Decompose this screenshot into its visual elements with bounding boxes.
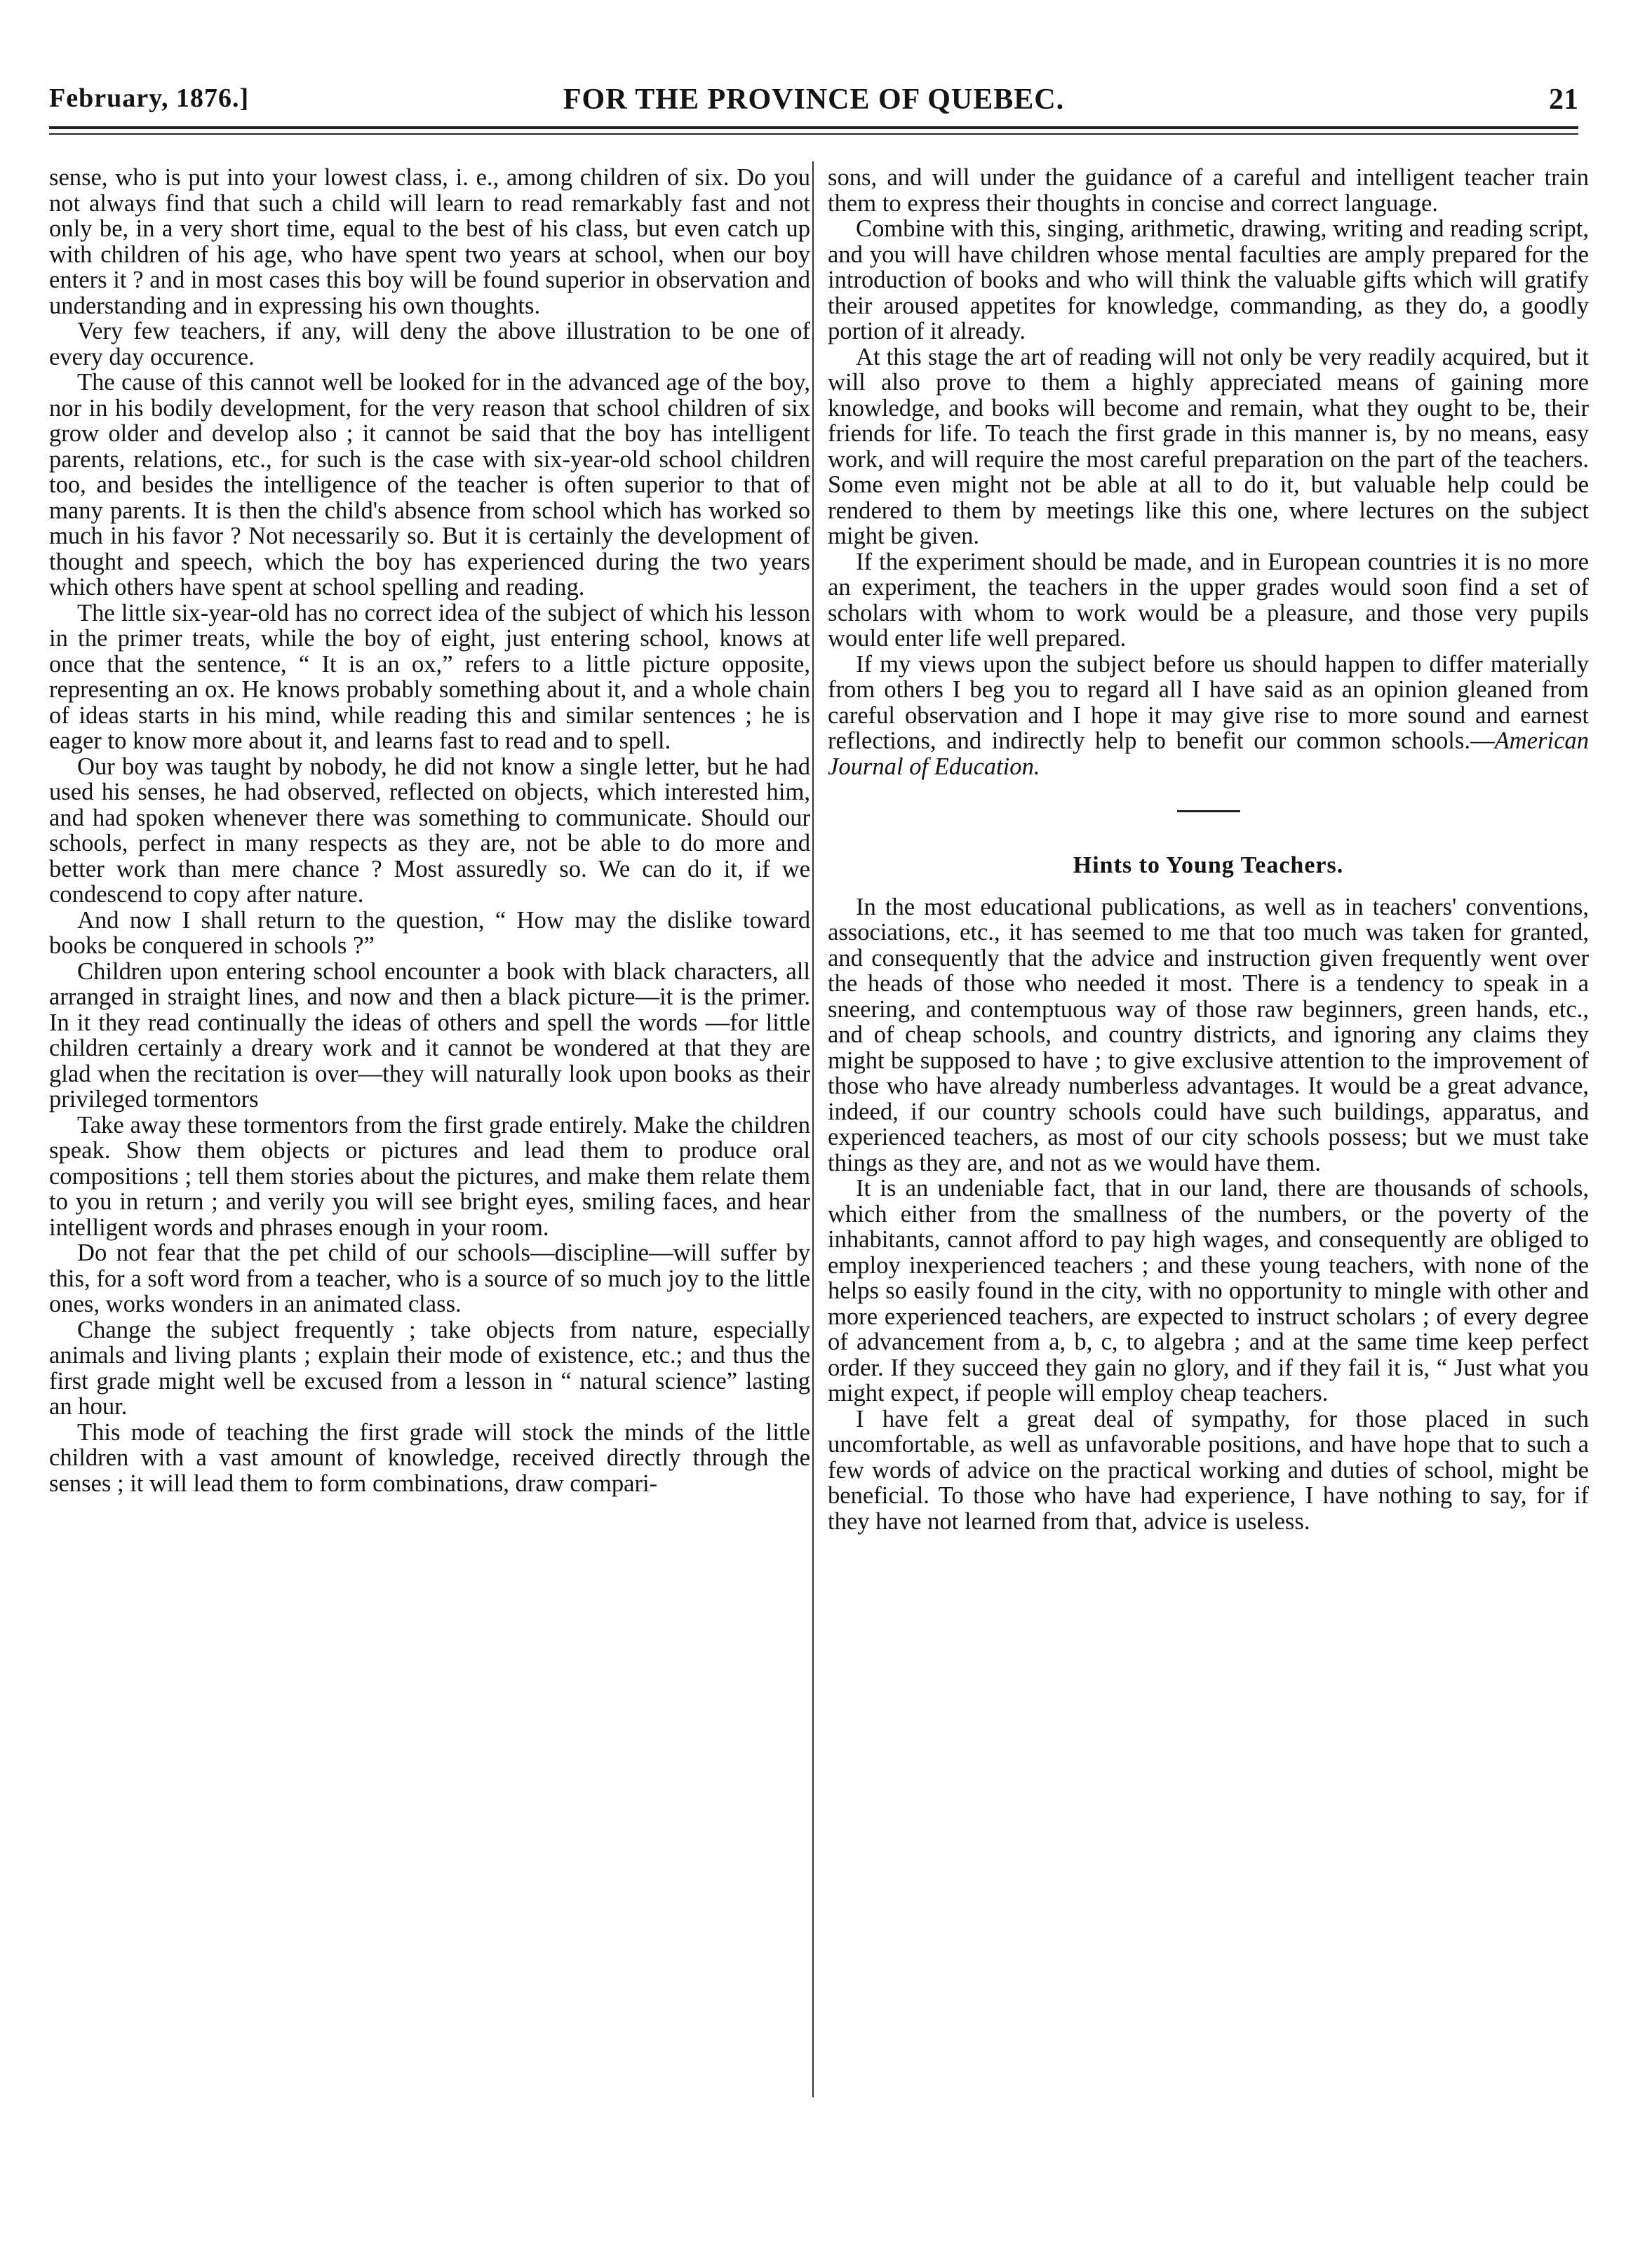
paragraph: At this stage the art of reading will not only be very readily acquired, but it will also prove to them a highly appreciated means of gaining more knowledge, and books will become and remain, what they ought to be, their friends for life. To teach the first grade in this manner is, by no means, easy work, and will require the most careful preparation on the part of the teachers. Some even might not be able at all to do it, but valuable help could be rendered to them by meetings like this one, where lectures on the subject might be given. [828,343,1589,549]
paragraph: The cause of this cannot well be looked for in the advanced age of the boy, nor in his bodily development, for the very reason that school children of six grow older and develop also ; it cannot be said that the boy has intelligent parents, relations, etc., for such is the case with six-year-old school children too, and besides the intelligence of the teacher is often superior to that of many parents. It is then the child's absence from school which has worked so much in his favor ? Not necessarily so. But it is certainly the development of thought and speech, which the boy has experienced during the two years which others have spent at school spelling and reading. [49,369,810,600]
paragraph: The little six-year-old has no correct idea of the subject of which his lesson in the primer treats, while the boy of eight, just entering school, knows at once that the sentence, “ It is an ox,” refers to a little picture opposite, representing an ox. He knows probably something about it, and a whole chain of ideas starts in his mind, while reading this and similar sentences ; he is eager to know more about it, and learns fast to read and to spell. [49,599,810,754]
paragraph: I have felt a great deal of sympathy, for those placed in such uncomfortable, as well as unfavorable positions, and have hope that to such a few words of advice on the practical working and duties of school, might be beneficial. To those who have had experience, I have nothing to say, for if they have not learned from that, advice is useless. [828,1405,1589,1535]
right-column [828,165,1589,1534]
paragraph: If the experiment should be made, and in European countries it is no more an experiment, the teachers in the upper grades would soon find a set of scholars with whom to work would be a pleasure, and those very pupils would enter life well prepared. [828,548,1589,652]
running-title: FOR THE PROVINCE OF QUEBEC. [563,83,1065,116]
paragraph: In the most educational publications, as well as in teachers' conventions, associations, etc., it has seemed to me that too much was taken for granted, and consequently that the advice and instruction given frequently went over the heads of those who needed it most. There is a tendency to speak in a sneering, and contemptuous way of those raw beginners, green hands, etc., and of cheap schools, and country districts, and ignoring any claims they might be supposed to have ; to give exclusive attention to the improvement of those who have already numberless advantages. It would be a great advance, indeed, if our country schools could have such buildings, apparatus, and experienced teachers, as most of our city schools possess; but we must take things as they are, and not as we would have them. [828,893,1589,1176]
source-citation: American Journal of Education. [828,727,1589,780]
paragraph: Combine with this, singing, arithmetic, drawing, writing and reading script, and you will have children whose mental faculties are amply prepared for the introduction of books and who will think the valuable gifts which will gratify their aroused appetites for knowledge, commanding, as they do, a goodly portion of it already. [828,215,1589,344]
paragraph: Our boy was taught by nobody, he did not know a single letter, but he had used his senses, he had observed, reflected on objects, which interested him, and had spoken whenever there was something to communicate. Should our schools, perfect in many respects as they are, not be able to do more and better work than mere chance ? Most assuredly so. We can do it, if we condescend to copy after nature. [49,753,810,908]
paragraph: It is an undeniable fact, that in our land, there are thousands of schools, which either from the smallness of the numbers, or the poverty of the inhabitants, cannot afford to pay high wages, and consequently are obliged to employ inexperienced teachers ; and these young teachers, with none of the helps so easily found in the city, with no opportunity to mingle with other and more experienced teachers, are expected to instruct scholars ; of every degree of advancement from a, b, c, to algebra ; and at the same time keep perfect order. If they succeed they gain no glory, and if they fail it is, “ Just what you might expect, if people will employ cheap teachers. [828,1175,1589,1406]
closing-paragraph [828,652,1589,780]
closing-text: If my views upon the subject before us should happen to differ materially from others I beg you to regard all I have said as an opinion gleaned from careful observation and I hope it may give rise to more sound and earnest reflections, and indirectly help to benefit our common schools.— [828,650,1589,754]
header-rule-thin [49,133,1578,135]
page-header [49,83,1578,132]
paragraph: Children upon entering school encounter a book with black characters, all arranged in straight lines, and now and then a black picture—it is the primer. In it they read continually the ideas of others and spell the words —for little children certainly a dreary work and it cannot be wondered at that they are glad when the recitation is over—they will naturally look upon books as their privileged tormentors [49,957,810,1113]
paragraph: And now I shall return to the question, “ How may the dislike toward books be conquered in schools ?” [49,906,810,959]
paragraph: sense, who is put into your lowest class, i. e., among children of six. Do you not always find that such a child will learn to read remarkably fast and not only be, in a very short time, equal to the best of his class, but even catch up with children of his age, who have spent two years at school, when our boy enters it ? and in most cases this boy will be found superior in observation and understanding and in expressing his own thoughts. [49,164,810,319]
paragraph: Very few teachers, if any, will deny the above illustration to be one of every day occurence. [49,318,810,370]
paragraph: Change the subject frequently ; take objects from nature, especially animals and living plants ; explain their mode of existence, etc.; and thus the first grade might well be excused from a lesson in “ natural science” lasting an hour. [49,1316,810,1420]
paragraph: Do not fear that the pet child of our schools—discipline—will suffer by this, for a soft word from a teacher, who is a source of so much joy to the little ones, works wonders in an animated class. [49,1239,810,1317]
section-separator [1177,810,1240,812]
issue-date: February, 1876.] [49,83,250,113]
page-number: 21 [1549,83,1578,116]
left-column [49,165,810,1496]
column-divider [812,161,814,2097]
paragraph: Take away these tormentors from the first grade entirely. Make the children speak. Show them objects or pictures and lead them to produce oral compositions ; tell them stories about the pictures, and make them relate them to you in return ; and verily you will see bright eyes, smiling faces, and hear intelligent words and phrases enough in your room. [49,1111,810,1241]
paragraph: sons, and will under the guidance of a careful and intelligent teacher train them to express their thoughts in concise and correct language. [828,164,1589,217]
header-rule-thick [49,126,1578,129]
paragraph: This mode of teaching the first grade will stock the minds of the little children with a vast amount of knowledge, received directly through the senses ; it will lead them to form combinations, draw compari- [49,1418,810,1497]
section-heading: Hints to Young Teachers. [1073,852,1344,878]
